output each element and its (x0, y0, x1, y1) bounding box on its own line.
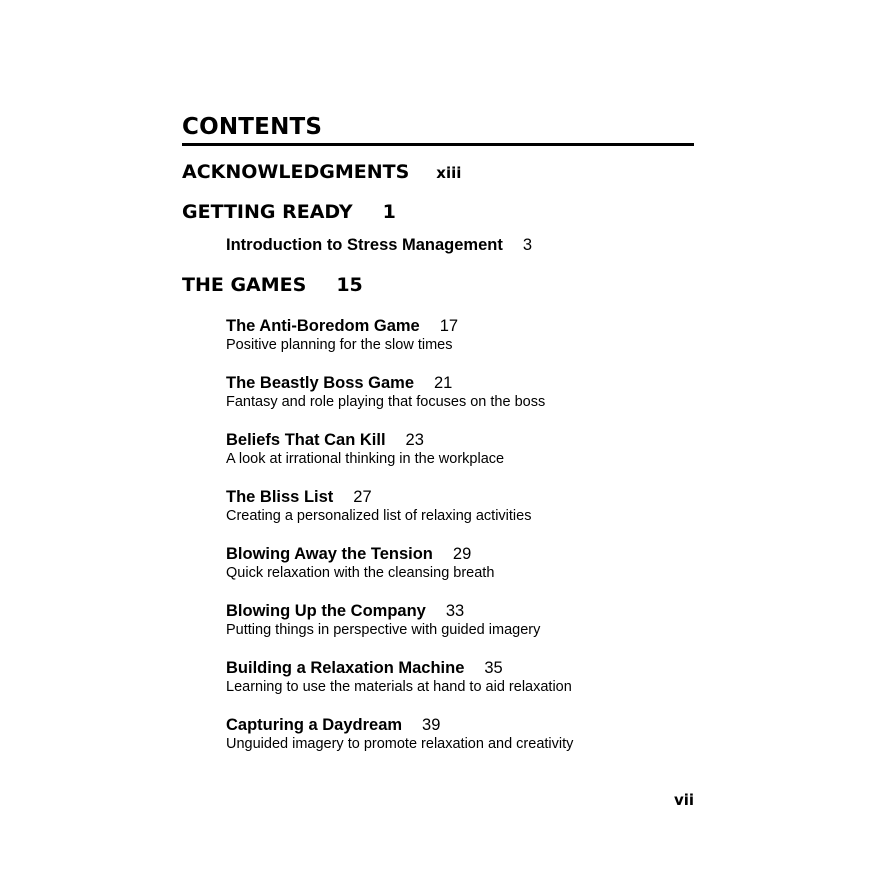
entry-description: Quick relaxation with the cleansing breath (226, 565, 495, 581)
entry-description: Fantasy and role playing that focuses on the boss (226, 394, 546, 410)
entry-title: Blowing Up the Company (226, 602, 426, 620)
toc-entry (226, 373, 694, 412)
entry-description: Learning to use the materials at hand to aid relaxation (226, 679, 572, 695)
entry-description: Putting things in perspective with guided imagery (226, 622, 541, 638)
entry-description: A look at irrational thinking in the workplace (226, 451, 505, 467)
entry-title: Capturing a Daydream (226, 716, 403, 734)
section-the-games (182, 273, 694, 297)
section-acknowledgments (182, 160, 694, 185)
toc-entry (226, 316, 694, 355)
entry-title: Introduction to Stress Management (226, 236, 503, 254)
section-getting-ready (182, 200, 694, 224)
page-number: vii (673, 791, 694, 809)
entry-page-number: 27 (353, 488, 372, 506)
entry-page-number: 3 (522, 236, 533, 254)
entry-description: Positive planning for the slow times (226, 337, 453, 353)
section-label: THE GAMES (182, 274, 307, 296)
entry-page-number: 39 (422, 716, 441, 734)
entry-page-number: 23 (405, 431, 424, 449)
entry-page-number: 21 (434, 374, 453, 392)
section-label: GETTING READY (182, 201, 353, 223)
contents-page (182, 113, 694, 754)
entry-description: Unguided imagery to promote relaxation and creativity (226, 736, 574, 752)
toc-entry (226, 715, 694, 754)
toc-entry (226, 487, 694, 526)
entry-title: The Anti-Boredom Game (226, 317, 420, 335)
entry-description: Creating a personalized list of relaxing activities (226, 508, 532, 524)
entry-page-number: 35 (484, 659, 503, 677)
games-entry-list (182, 316, 694, 754)
entry-title: Building a Relaxation Machine (226, 659, 465, 677)
toc-entry (226, 544, 694, 583)
entry-page-number: 17 (439, 317, 459, 335)
page-title: CONTENTS (182, 113, 694, 146)
toc-entry (226, 430, 694, 469)
entry-page-number: 29 (452, 545, 472, 563)
entry-title: The Bliss List (226, 488, 334, 506)
toc-entry (226, 235, 694, 255)
toc-entry (226, 601, 694, 640)
section-page-number: 1 (382, 201, 396, 223)
section-label: ACKNOWLEDGMENTS (182, 161, 410, 183)
entry-page-number: 33 (445, 602, 465, 620)
toc-entry (226, 658, 694, 697)
section-page-number: 15 (336, 274, 363, 296)
entry-title: Blowing Away the Tension (226, 545, 433, 563)
entry-title: The Beastly Boss Game (226, 374, 414, 392)
entry-title: Beliefs That Can Kill (226, 431, 386, 449)
section-page-number: xiii (436, 164, 462, 182)
